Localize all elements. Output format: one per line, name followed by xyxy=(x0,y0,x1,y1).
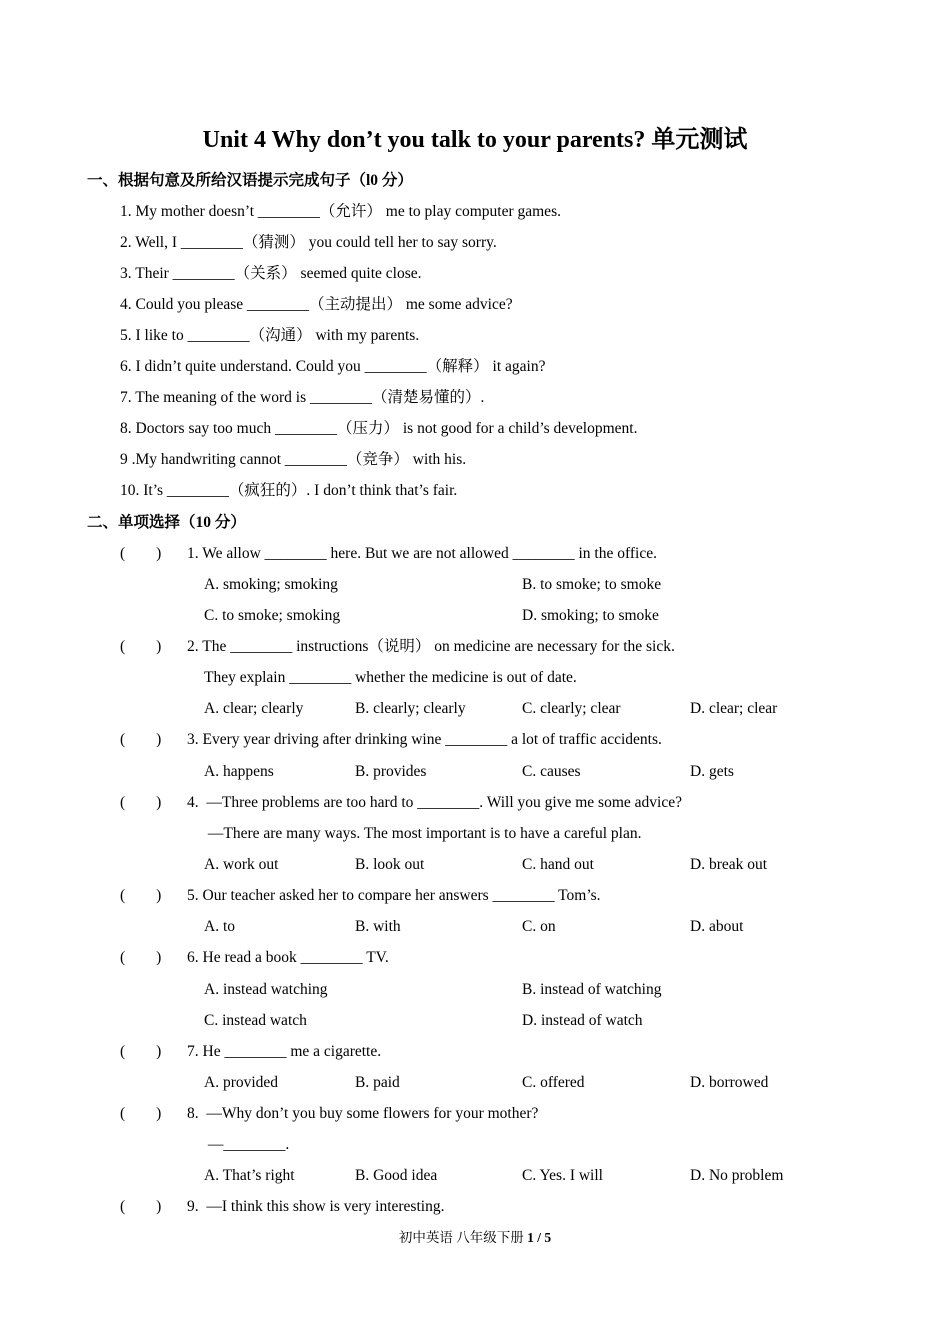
option: C. clearly; clear xyxy=(522,700,621,717)
answer-blank: ( ) xyxy=(120,949,162,966)
answer-blank: ( ) xyxy=(120,1043,162,1060)
question-stem: 5. Our teacher asked her to compare her answers ________ Tom’s. xyxy=(187,887,601,904)
answer-blank: ( ) xyxy=(120,545,162,562)
section-1-heading: 一、根据句意及所给汉语提示完成句子（l0 分） xyxy=(87,172,413,189)
option: B. Good idea xyxy=(355,1167,438,1184)
question-stem: 6. He read a book ________ TV. xyxy=(187,949,389,966)
fill-item: 3. Their ________（关系） seemed quite close. xyxy=(120,265,422,282)
option: D. clear; clear xyxy=(690,700,778,717)
page-number: 1 / 5 xyxy=(527,1230,552,1245)
option: C. offered xyxy=(522,1074,585,1091)
question-continuation: —There are many ways. The most important is to have a careful plan. xyxy=(204,825,642,842)
option: C. Yes. I will xyxy=(522,1167,603,1184)
option: C. causes xyxy=(522,763,581,780)
option: C. instead watch xyxy=(204,1012,307,1029)
answer-blank: ( ) xyxy=(120,638,162,655)
question-stem: 7. He ________ me a cigarette. xyxy=(187,1043,382,1060)
option: C. on xyxy=(522,918,556,935)
option: A. smoking; smoking xyxy=(204,576,338,593)
option: A. happens xyxy=(204,763,274,780)
option: B. look out xyxy=(355,856,425,873)
question-stem: 1. We allow ________ here. But we are not allowed ________ in the office. xyxy=(187,545,657,562)
fill-item: 7. The meaning of the word is ________（清楚易懂的）. xyxy=(120,389,485,406)
page-title: Unit 4 Why don’t you talk to your parents? 单元测试 xyxy=(202,127,748,153)
option: C. to smoke; smoking xyxy=(204,607,341,624)
option: D. No problem xyxy=(690,1167,784,1184)
page-footer xyxy=(0,1228,950,1248)
option: B. provides xyxy=(355,763,427,780)
footer-subject: 初中英语 八年级下册 xyxy=(398,1230,524,1245)
question-stem: 2. The ________ instructions（说明） on medicine are necessary for the sick. xyxy=(187,638,675,655)
answer-blank: ( ) xyxy=(120,794,162,811)
option: D. borrowed xyxy=(690,1074,769,1091)
answer-blank: ( ) xyxy=(120,1105,162,1122)
option: A. instead watching xyxy=(204,981,328,998)
option: A. to xyxy=(204,918,235,935)
option: B. instead of watching xyxy=(522,981,662,998)
question-stem: 4. —Three problems are too hard to ________. Will you give me some advice? xyxy=(187,794,682,811)
question-stem: 3. Every year driving after drinking wine ________ a lot of traffic accidents. xyxy=(187,731,662,748)
fill-item: 5. I like to ________（沟通） with my parents. xyxy=(120,327,420,344)
option: B. paid xyxy=(355,1074,400,1091)
option: A. clear; clearly xyxy=(204,700,304,717)
section-2-heading: 二、单项选择（10 分） xyxy=(87,514,246,531)
fill-item: 4. Could you please ________（主动提出） me some advice? xyxy=(120,296,513,313)
fill-item: 6. I didn’t quite understand. Could you ________（解释） it again? xyxy=(120,358,546,375)
option: C. hand out xyxy=(522,856,594,873)
option: D. break out xyxy=(690,856,768,873)
answer-blank: ( ) xyxy=(120,1198,162,1215)
fill-item: 10. It’s ________（疯狂的）. I don’t think that’s fair. xyxy=(120,482,458,499)
option: D. gets xyxy=(690,763,734,780)
option: B. with xyxy=(355,918,401,935)
fill-item: 9 .My handwriting cannot ________（竞争） with his. xyxy=(120,451,467,468)
fill-item: 2. Well, I ________（猜测） you could tell her to say sorry. xyxy=(120,234,497,251)
option: D. smoking; to smoke xyxy=(522,607,659,624)
question-stem: 8. —Why don’t you buy some flowers for your mother? xyxy=(187,1105,539,1122)
option: A. provided xyxy=(204,1074,279,1091)
option: D. instead of watch xyxy=(522,1012,643,1029)
question-continuation: They explain ________ whether the medicine is out of date. xyxy=(204,669,577,686)
answer-blank: ( ) xyxy=(120,731,162,748)
question-stem: 9. —I think this show is very interesting. xyxy=(187,1198,445,1215)
fill-item: 1. My mother doesn’t ________（允许） me to play computer games. xyxy=(120,203,561,220)
question-continuation: —________. xyxy=(204,1136,290,1153)
answer-blank: ( ) xyxy=(120,887,162,904)
option: B. to smoke; to smoke xyxy=(522,576,662,593)
option: B. clearly; clearly xyxy=(355,700,466,717)
option: D. about xyxy=(690,918,744,935)
fill-item: 8. Doctors say too much ________（压力） is not good for a child’s development. xyxy=(120,420,638,437)
option: A. That’s right xyxy=(204,1167,295,1184)
option: A. work out xyxy=(204,856,279,873)
